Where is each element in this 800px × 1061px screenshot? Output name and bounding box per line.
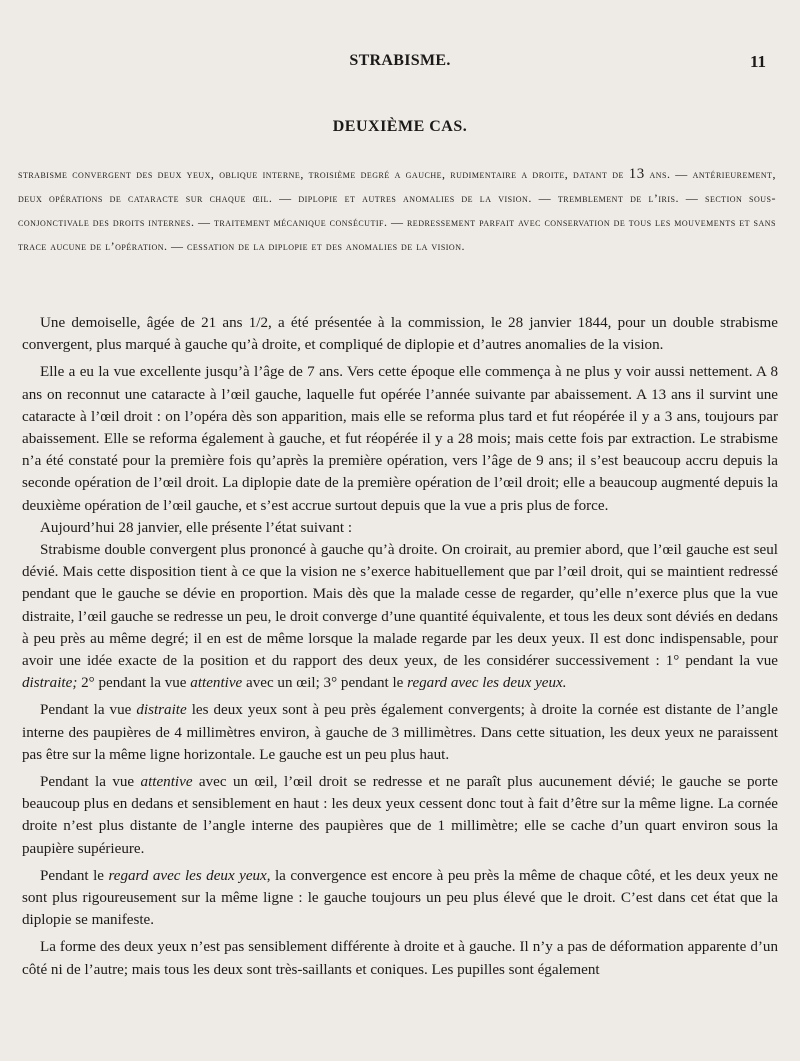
paragraph-5 — [22, 699, 778, 766]
case-title: DEUXIÈME CAS. — [332, 118, 468, 135]
paragraph-6-emphasis: attentive — [140, 774, 193, 791]
summary-part-2: ans. — antérieurement, deux opérations de cataracte sur chaque œil. — diplopie et autres anomalies de la vision. — tremblement de l’iris. — section sous-conjonctivale des droits internes. — traitement mécanique consécutif. — redressement parfait avec conservation de tous les mouvements et sans trace aucune de l’opération. — cessation de la diplopie et des anomalies de la vision. — [18, 167, 776, 253]
paragraph-5-emphasis: distraite — [136, 702, 187, 719]
paragraph-6-text-a: Pendant la vue — [40, 774, 141, 791]
paragraph-3: Aujourd’hui 28 janvier, elle présente l’état suivant : — [40, 519, 353, 536]
case-summary — [18, 162, 776, 258]
running-head — [0, 52, 800, 76]
paragraph-6 — [22, 771, 778, 860]
paragraph-4-emphasis-2: attentive — [190, 675, 243, 692]
summary-part-1: strabisme convergent des deux yeux, oblique interne, troisième degré a gauche, rudimentaire a droite, datant de — [18, 167, 629, 181]
paragraph-5-text-b: les deux yeux sont à peu près également convergents; à droite la cornée est distante de l’angle interne des paupières de 4 millimètres environ, à gauche de 3 millimètres. Dans cette situation, les deux yeux ne paraissent pas être sur la même ligne horizontale. Le gauche est un peu plus haut. — [22, 702, 778, 763]
paragraph-7-emphasis: regard avec les deux yeux — [108, 867, 267, 884]
paragraph-4 — [22, 539, 778, 694]
paragraph-4-emphasis-3: regard avec les deux yeux. — [407, 675, 567, 692]
running-title: STRABISME. — [349, 52, 451, 69]
paragraph-7-text-b: , la convergence est encore à peu près la même de chaque côté, et les deux yeux ne sont plus rigoureusement sur la même ligne : le gauche toujours un peu plus élevé que le droit. C’est dans cet état que la diplopie se manifeste. — [22, 867, 778, 929]
paragraph-1: Une demoiselle, âgée de 21 ans 1/2, a été présentée à la commission, le 28 janvier 1844, pour un double strabisme convergent, plus marqué à gauche qu’à droite, et compliqué de diplopie et d’autres anomalies de la vision. — [22, 315, 778, 354]
paragraph-8: La forme des deux yeux n’est pas sensiblement différente à droite et à gauche. Il n’y a pas de déformation apparente d’un côté ni de l’autre; mais tous les deux sont très-saillants et coniques. Les pupilles sont également — [22, 939, 778, 978]
paragraph-7 — [22, 865, 778, 932]
paragraph-5-text-a: Pendant la vue — [40, 702, 137, 719]
paragraph-4-text-a: Strabisme double convergent plus prononcé à gauche qu’à droite. On croirait, au premier abord, que l’œil gauche est seul dévié. Mais cette disposition tient à ce que la vision ne s’exerce habituellement que par l’œil droit, qui se maintient redressé pendant que le gauche se dévie en proportion. Mais dès que la malade cesse de regarder, qu’elle n’exerce plus que la vue distraite, l’œil gauche se redresse un peu, le droit converge d’une quantité équivalente, et tous les deux sont déviés en dedans à peu près au même degré; il en est de même lorsque la malade regarde par les deux yeux. Il est donc indispensable, pour avoir une idée exacte de la position et du rapport des deux yeux, de les considérer successivement : 1° pendant la vue — [22, 542, 778, 670]
paragraph-4-emphasis-1: distraite; — [22, 675, 78, 692]
page-number: 11 — [749, 52, 766, 71]
paragraph-4-text-b: 2° pendant la vue — [77, 675, 191, 692]
paragraph-7-text-a: Pendant le — [40, 867, 109, 884]
summary-years: 13 — [628, 166, 645, 182]
paragraph-2: Elle a eu la vue excellente jusqu’à l’âge de 7 ans. Vers cette époque elle commença à ne plus y voir aussi nettement. A 8 ans on reconnut une cataracte à l’œil gauche, laquelle fut opérée l’année suivante par abaissement. A 13 ans il survint une cataracte à l’œil droit : on l’opéra dès son apparition, mais elle se reforma plus tard et fut réopérée il y a 3 ans, toujours par abaissement. Elle se reforma également à gauche, et fut réopérée il y a 28 mois; mais cette fois par extraction. Le strabisme n’a été constaté pour la première fois qu’après la première opération, vers l’âge de 9 ans; il s’est beaucoup accru depuis la seconde opération de l’œil droit. La diplopie date de la première opération de l’œil droit; elle a beaucoup augmenté depuis la deuxième opération de l’œil gauche, et s’est accrue surtout depuis que la vue a pris plus de force. — [22, 364, 778, 514]
paragraph-4-text-c: avec un œil; 3° pendant le — [242, 675, 408, 692]
body-text — [22, 312, 778, 986]
paragraph-6-text-b: avec un œil, l’œil droit se redresse et ne paraît plus aucunement dévié; le gauche se porte beaucoup plus en dedans et sensiblement en haut : les deux yeux cessent donc tout à fait d’être sur la même ligne. La cornée droite n’est plus distante de l’angle interne des paupières que de 1 millimètre; elle se cache d’un quart environ sous la paupière supérieure. — [22, 774, 778, 857]
